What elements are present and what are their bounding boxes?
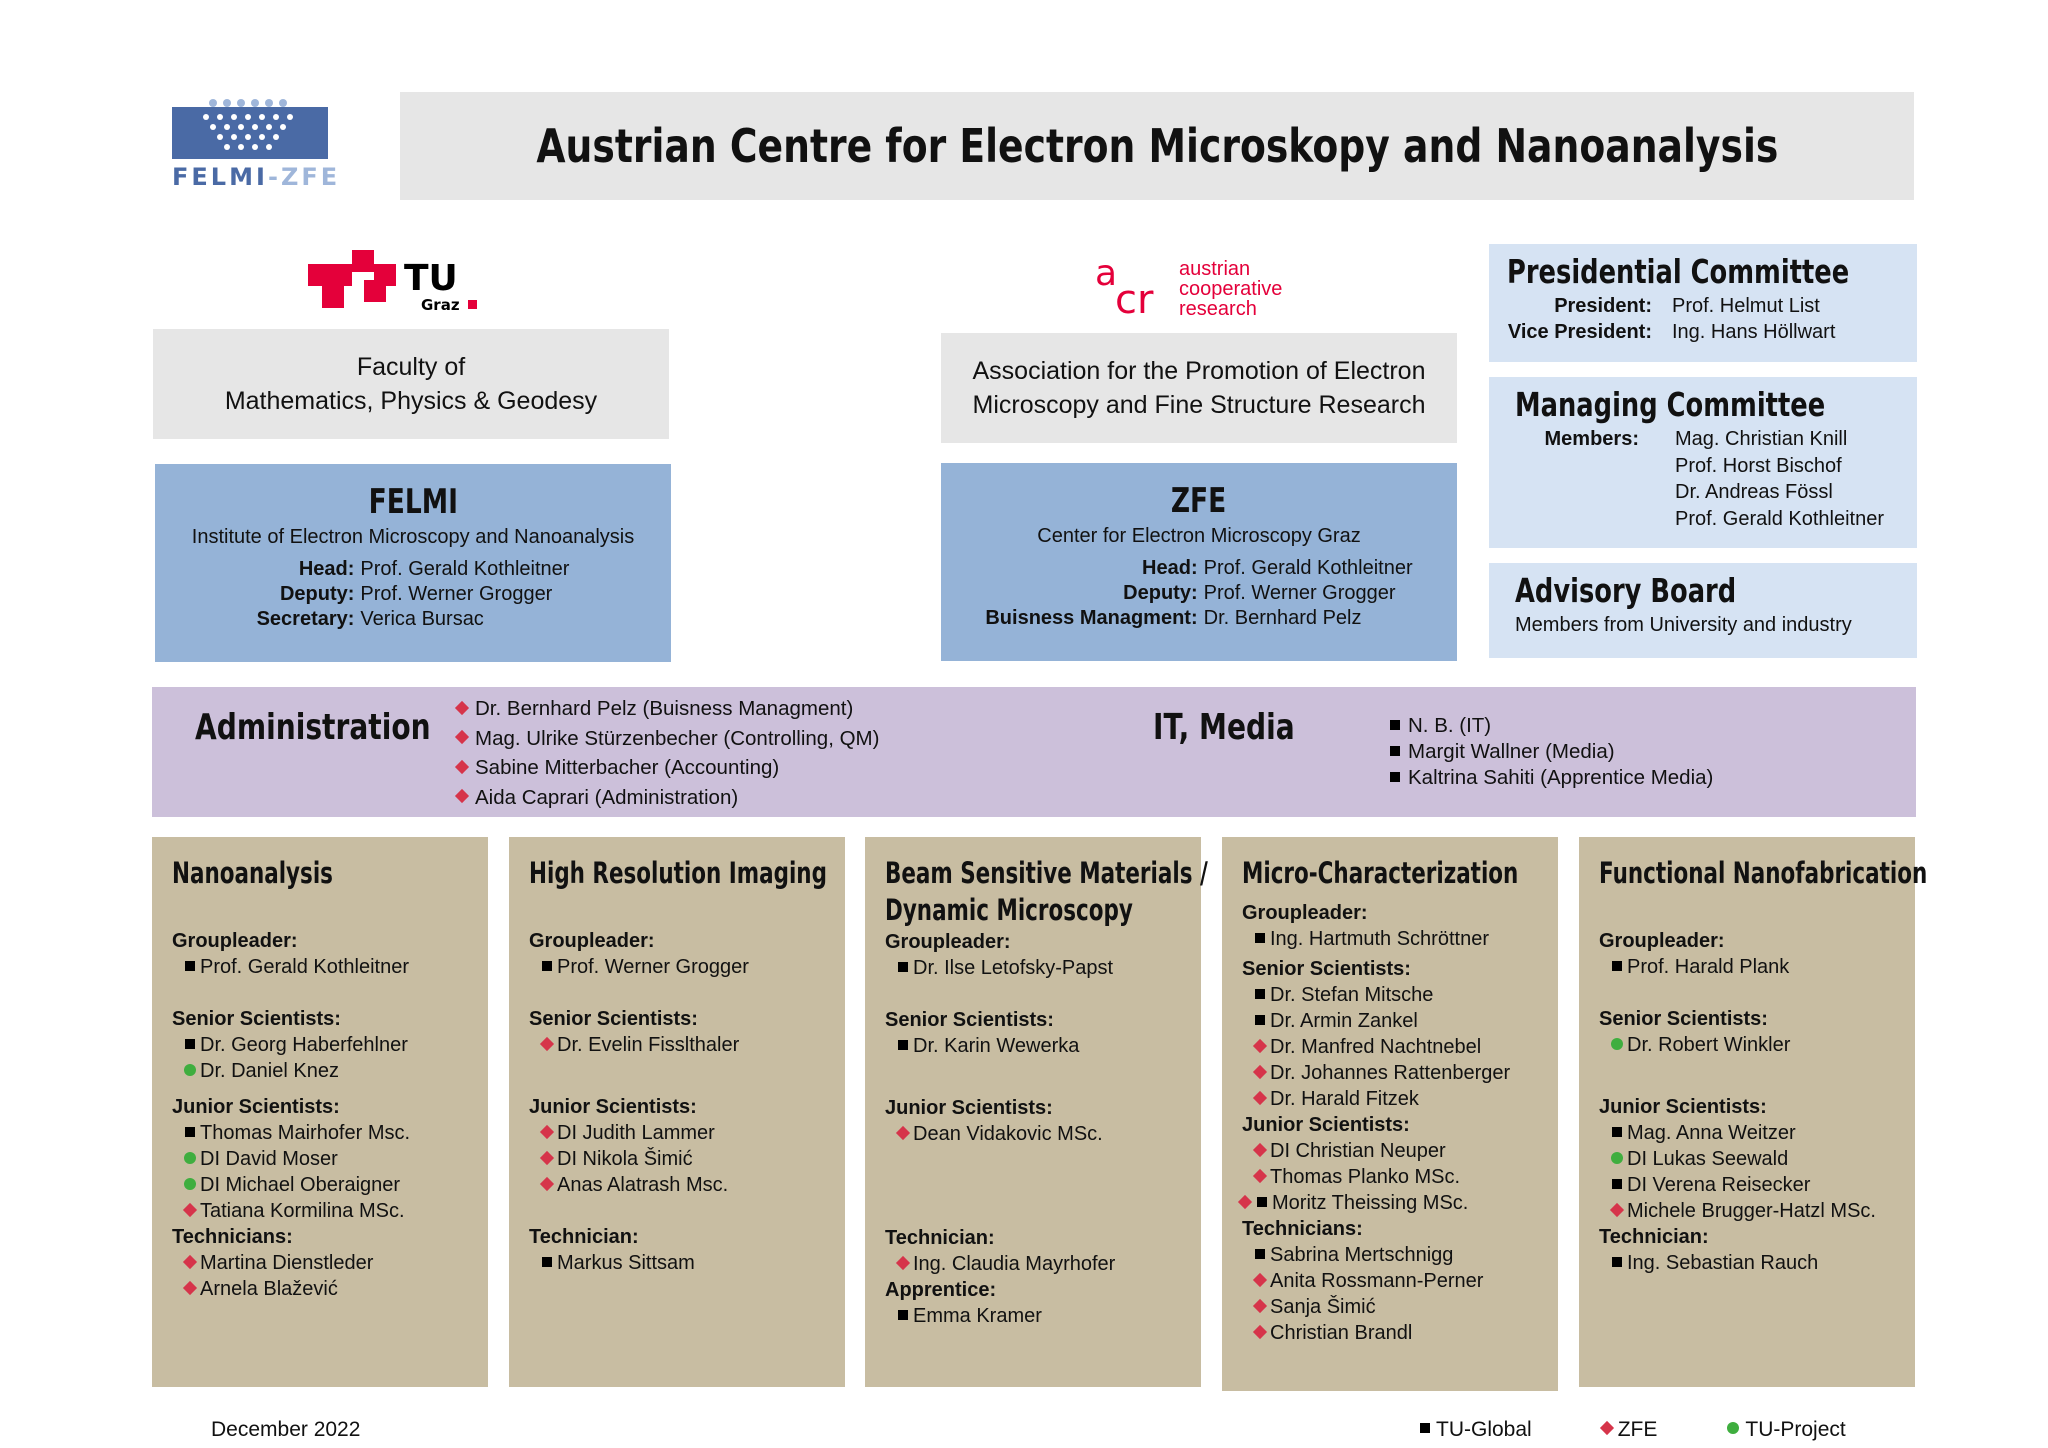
acr-mark-cr: cr <box>1115 277 1154 323</box>
zfe-role-label: Buisness Managment: <box>985 607 1198 629</box>
administration-title: Administration <box>195 707 431 748</box>
list-item: DI Michael Oberaigner <box>172 1172 488 1198</box>
group-title: Functional Nanofabrication <box>1599 856 1928 890</box>
list-item: Ing. Claudia Mayrhofer <box>885 1251 1201 1277</box>
association-line-2: Microscopy and Fine Structure Research <box>972 391 1426 419</box>
section-label: Senior Scientists: <box>885 1009 1054 1031</box>
tu-logo-sub: Graz <box>421 296 460 314</box>
group-nanoanalysis <box>152 837 488 1387</box>
tu-global-marker-icon <box>185 1127 195 1137</box>
zfe-marker-icon <box>540 1125 554 1139</box>
list-item: Kaltrina Sahiti (Apprentice Media) <box>1388 765 1713 791</box>
members-label: Members: <box>1544 428 1639 450</box>
zfe-role-label: Head: <box>1142 557 1198 579</box>
zfe-box <box>941 463 1457 661</box>
zfe-marker-icon <box>183 1281 197 1295</box>
section-label: Groupleader: <box>1599 930 1725 952</box>
list-item: Arnela Blažević <box>172 1276 488 1302</box>
zfe-marker-icon <box>1253 1065 1267 1079</box>
administration-list <box>455 694 879 812</box>
acr-logo <box>1095 255 1315 321</box>
section-label: Senior Scientists: <box>1242 958 1411 980</box>
zfe-role-value: Prof. Gerald Kothleitner <box>1203 557 1413 579</box>
zfe-name: Center for Electron Microscopy Graz <box>1037 525 1361 547</box>
tu-global-marker-icon <box>1612 1127 1622 1137</box>
tu-global-marker-icon <box>1420 1423 1430 1433</box>
legend-tu-project: TU-Project <box>1727 1418 1845 1442</box>
tu-global-marker-icon <box>542 961 552 971</box>
tu-project-marker-icon <box>184 1064 196 1076</box>
felmi-role-label: Secretary: <box>256 608 355 630</box>
section-label: Technician: <box>1599 1226 1709 1248</box>
managing-member: Prof. Horst Bischof <box>1675 454 1842 477</box>
advisory-title: Advisory Board <box>1515 571 1737 610</box>
tu-global-marker-icon <box>1257 1197 1267 1207</box>
zfe-marker-icon <box>455 730 469 744</box>
felmi-role-value: Verica Bursac <box>360 608 484 630</box>
managing-member: Mag. Christian Knill <box>1675 428 1848 450</box>
list-item: Dr. Armin Zankel <box>1242 1008 1558 1034</box>
list-item: Anas Alatrash Msc. <box>529 1172 845 1198</box>
acr-line-2: cooperative <box>1179 278 1283 300</box>
felmi-box <box>155 464 671 662</box>
zfe-marker-icon <box>1253 1299 1267 1313</box>
list-item: Dr. Ilse Letofsky-Papst <box>885 955 1201 981</box>
section-label: Junior Scientists: <box>1242 1114 1410 1136</box>
zfe-marker-icon <box>455 789 469 803</box>
tu-global-marker-icon <box>185 1039 195 1049</box>
tu-global-marker-icon <box>1255 1249 1265 1259</box>
list-item: Margit Wallner (Media) <box>1388 739 1713 765</box>
list-item: Dr. Stefan Mitsche <box>1242 982 1558 1008</box>
tu-logo-text: TU <box>404 258 458 299</box>
list-item: Mag. Anna Weitzer <box>1599 1120 1915 1146</box>
tu-global-marker-icon <box>1390 746 1400 756</box>
group-title: Dynamic Microscopy <box>885 893 1133 927</box>
association-box <box>941 333 1457 443</box>
list-item: Dr. Robert Winkler <box>1599 1032 1915 1058</box>
zfe-marker-icon <box>540 1151 554 1165</box>
section-label: Junior Scientists: <box>172 1096 340 1118</box>
list-item: Prof. Werner Grogger <box>529 954 845 980</box>
zfe-marker-icon <box>1253 1091 1267 1105</box>
section-label: Groupleader: <box>885 931 1011 953</box>
acr-line-3: research <box>1179 298 1257 320</box>
tu-global-marker-icon <box>898 1310 908 1320</box>
felmi-zfe-logo <box>170 97 341 193</box>
list-item: Ing. Sebastian Rauch <box>1599 1250 1915 1276</box>
tu-project-marker-icon <box>184 1178 196 1190</box>
list-item: Aida Caprari (Administration) <box>455 783 879 813</box>
it-media-title: IT, Media <box>1153 707 1295 748</box>
zfe-marker-icon <box>1253 1143 1267 1157</box>
list-item: Dr. Karin Wewerka <box>885 1033 1201 1059</box>
zfe-marker-icon <box>540 1177 554 1191</box>
group-title: Micro-Characterization <box>1242 856 1519 890</box>
section-label: Groupleader: <box>529 930 655 952</box>
logo-text-felmi: FELMI <box>172 163 268 191</box>
group-title: High Resolution Imaging <box>529 856 827 890</box>
faculty-box <box>153 329 669 439</box>
list-item: Tatiana Kormilina MSc. <box>172 1198 488 1224</box>
section-label: Technician: <box>529 1226 639 1248</box>
vice-president-name: Ing. Hans Höllwart <box>1672 321 1836 343</box>
list-item: DI Verena Reisecker <box>1599 1172 1915 1198</box>
list-item: Dr. Johannes Rattenberger <box>1242 1060 1558 1086</box>
zfe-marker-icon <box>455 701 469 715</box>
legend-zfe: ZFE <box>1602 1418 1658 1442</box>
zfe-marker-icon <box>1253 1039 1267 1053</box>
it-media-list <box>1388 713 1713 791</box>
list-item: Emma Kramer <box>885 1303 1201 1329</box>
list-item: Ing. Hartmuth Schröttner <box>1242 926 1558 952</box>
felmi-role-value: Prof. Werner Grogger <box>360 583 553 605</box>
zfe-marker-icon <box>183 1203 197 1217</box>
zfe-marker-icon <box>896 1126 910 1140</box>
tu-global-marker-icon <box>185 961 195 971</box>
list-item: Sabrina Mertschnigg <box>1242 1242 1558 1268</box>
tu-global-marker-icon <box>542 1257 552 1267</box>
zfe-role-label: Deputy: <box>1123 582 1198 604</box>
section-label: Senior Scientists: <box>1599 1008 1768 1030</box>
zfe-acronym: ZFE <box>1171 481 1227 521</box>
advisory-note: Members from University and industry <box>1515 614 1852 636</box>
zfe-role-value: Prof. Werner Grogger <box>1203 582 1396 604</box>
group-micro-characterization <box>1222 837 1558 1391</box>
list-item: Mag. Ulrike Stürzenbecher (Controlling, QM) <box>455 724 879 754</box>
tu-project-marker-icon <box>1611 1038 1623 1050</box>
tu-global-marker-icon <box>1390 772 1400 782</box>
association-line-1: Association for the Promotion of Electron <box>972 357 1426 385</box>
list-item: DI Lukas Seewald <box>1599 1146 1915 1172</box>
list-item: Martina Dienstleder <box>172 1250 488 1276</box>
managing-committee-box <box>1489 377 1917 548</box>
list-item: Prof. Harald Plank <box>1599 954 1915 980</box>
felmi-roles <box>155 557 671 632</box>
list-item: Dean Vidakovic MSc. <box>885 1121 1201 1147</box>
zfe-roles <box>941 556 1457 631</box>
managing-member: Prof. Gerald Kothleitner <box>1675 507 1884 530</box>
zfe-marker-icon <box>455 760 469 774</box>
zfe-marker-icon <box>183 1255 197 1269</box>
presidential-committee-box <box>1489 244 1917 362</box>
vice-president-label: Vice President: <box>1507 321 1652 343</box>
felmi-role-value: Prof. Gerald Kothleitner <box>360 558 570 580</box>
acr-line-1: austrian <box>1179 258 1251 280</box>
president-name: Prof. Helmut List <box>1672 295 1820 317</box>
zfe-marker-icon <box>1253 1273 1267 1287</box>
legend-tu-global: TU-Global <box>1420 1418 1532 1442</box>
section-label: Senior Scientists: <box>529 1008 698 1030</box>
acr-mark-a: a <box>1095 253 1118 294</box>
tu-global-marker-icon <box>898 1040 908 1050</box>
tu-global-marker-icon <box>1255 1015 1265 1025</box>
group-beam-sensitive-materials <box>865 837 1208 1387</box>
section-label: Junior Scientists: <box>885 1097 1053 1119</box>
list-item: DI Nikola Šimić <box>529 1146 845 1172</box>
felmi-name: Institute of Electron Microscopy and Nanoanalysis <box>191 526 635 548</box>
advisory-board-box <box>1489 563 1917 658</box>
section-label: Groupleader: <box>172 930 298 952</box>
page-title: Austrian Centre for Electron Microskopy and Nanoanalysis <box>535 119 1779 173</box>
tu-project-marker-icon <box>1727 1422 1739 1434</box>
list-item: Dr. Evelin Fisslthaler <box>529 1032 845 1058</box>
zfe-marker-icon <box>1610 1203 1624 1217</box>
list-item: Michele Brugger-Hatzl MSc. <box>1599 1198 1915 1224</box>
legend <box>1420 1418 1846 1442</box>
list-item: DI Judith Lammer <box>529 1120 845 1146</box>
list-item: Dr. Harald Fitzek <box>1242 1086 1558 1112</box>
list-item: DI David Moser <box>172 1146 488 1172</box>
zfe-marker-icon <box>1600 1421 1614 1435</box>
list-item: Moritz Theissing MSc. <box>1228 1190 1558 1216</box>
list-item: Prof. Gerald Kothleitner <box>172 954 488 980</box>
tu-global-marker-icon <box>1255 989 1265 999</box>
list-item: Sabine Mitterbacher (Accounting) <box>455 753 879 783</box>
tu-global-marker-icon <box>1612 961 1622 971</box>
section-label: Technicians: <box>1242 1218 1363 1240</box>
zfe-role-value: Dr. Bernhard Pelz <box>1203 607 1362 629</box>
tu-project-marker-icon <box>184 1152 196 1164</box>
group-functional-nanofabrication <box>1579 837 1928 1387</box>
footer-date: December 2022 <box>211 1418 361 1441</box>
section-label: Junior Scientists: <box>529 1096 697 1118</box>
president-label: President: <box>1554 295 1652 317</box>
tu-global-marker-icon <box>898 962 908 972</box>
tu-global-marker-icon <box>1612 1257 1622 1267</box>
list-item: Christian Brandl <box>1242 1320 1558 1346</box>
presidential-title: Presidential Committee <box>1507 252 1850 291</box>
zfe-marker-icon <box>540 1037 554 1051</box>
list-item: Thomas Planko MSc. <box>1242 1164 1558 1190</box>
section-label: Junior Scientists: <box>1599 1096 1767 1118</box>
zfe-marker-icon <box>1253 1325 1267 1339</box>
list-item: Anita Rossmann-Perner <box>1242 1268 1558 1294</box>
list-item: Dr. Manfred Nachtnebel <box>1242 1034 1558 1060</box>
list-item: Dr. Daniel Knez <box>172 1058 488 1084</box>
managing-title: Managing Committee <box>1515 385 1826 424</box>
tu-global-marker-icon <box>1390 720 1400 730</box>
felmi-role-label: Deputy: <box>279 583 355 605</box>
felmi-acronym: FELMI <box>368 482 458 522</box>
group-high-resolution-imaging <box>509 837 845 1387</box>
title-bar <box>400 92 1914 200</box>
tu-graz-logo <box>308 250 478 316</box>
tu-global-marker-icon <box>1612 1179 1622 1189</box>
faculty-line-1: Faculty of <box>356 353 466 381</box>
list-item: N. B. (IT) <box>1388 713 1713 739</box>
section-label: Technicians: <box>172 1226 293 1248</box>
felmi-role-label: Head: <box>298 558 355 580</box>
section-label: Groupleader: <box>1242 902 1368 924</box>
list-item: Sanja Šimić <box>1242 1294 1558 1320</box>
list-item: Markus Sittsam <box>529 1250 845 1276</box>
tu-global-marker-icon <box>1255 933 1265 943</box>
zfe-marker-icon <box>1238 1195 1252 1209</box>
section-label: Technician: <box>885 1227 995 1249</box>
logo-text-zfe: -ZFE <box>268 163 341 191</box>
list-item: Thomas Mairhofer Msc. <box>172 1120 488 1146</box>
group-title: Beam Sensitive Materials / <box>885 856 1208 890</box>
zfe-marker-icon <box>1253 1169 1267 1183</box>
section-label: Apprentice: <box>885 1279 997 1301</box>
managing-member: Dr. Andreas Fössl <box>1675 481 1833 503</box>
zfe-marker-icon <box>896 1256 910 1270</box>
section-label: Senior Scientists: <box>172 1008 341 1030</box>
list-item: Dr. Georg Haberfehlner <box>172 1032 488 1058</box>
list-item: Dr. Bernhard Pelz (Buisness Managment) <box>455 694 879 724</box>
list-item: DI Christian Neuper <box>1242 1138 1558 1164</box>
group-title: Nanoanalysis <box>172 856 333 890</box>
faculty-line-2: Mathematics, Physics & Geodesy <box>224 387 598 415</box>
tu-project-marker-icon <box>1611 1152 1623 1164</box>
